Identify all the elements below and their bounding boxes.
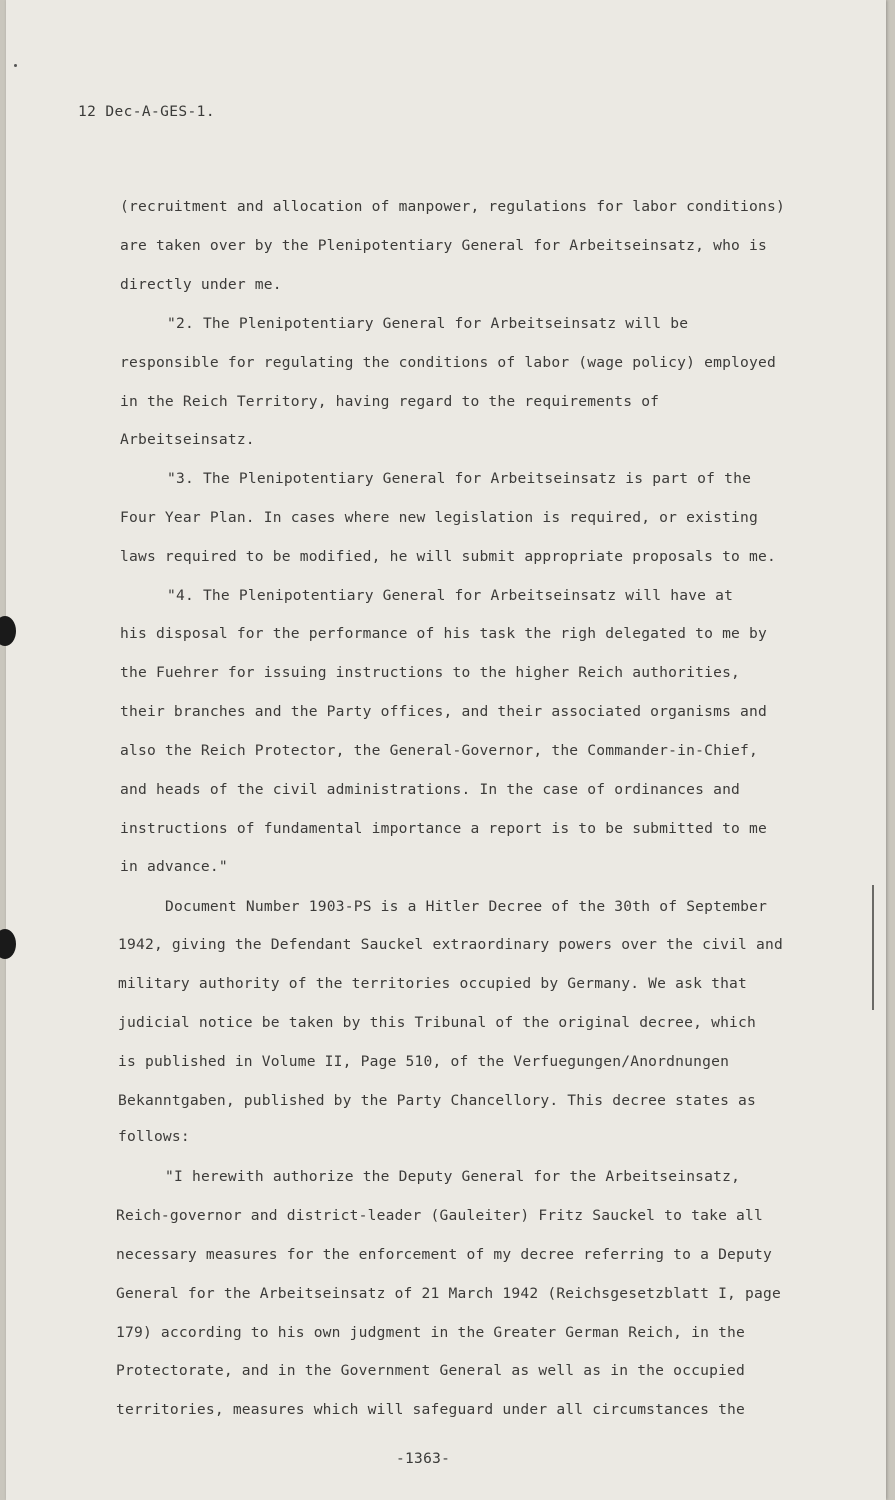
text-line: territories, measures which will safeguard under all circumstances the bbox=[116, 1401, 746, 1418]
text-line: Protectorate, and in the Government General as well as in the occupied bbox=[116, 1362, 746, 1379]
text-line: follows: bbox=[118, 1128, 190, 1145]
punch-hole-bottom bbox=[0, 929, 16, 959]
text-line: Document Number 1903-PS is a Hitler Decree of the 30th of September bbox=[165, 898, 768, 915]
text-line: 1942, giving the Defendant Sauckel extraordinary powers over the civil and bbox=[118, 936, 783, 953]
text-line: responsible for regulating the conditions of labor (wage policy) employed bbox=[120, 354, 776, 371]
text-line: instructions of fundamental importance a report is to be submitted to me bbox=[120, 820, 768, 837]
stray-mark bbox=[14, 64, 17, 67]
text-line: and heads of the civil administrations. In the case of ordinances and bbox=[120, 781, 741, 798]
text-line: Arbeitseinsatz. bbox=[120, 431, 255, 448]
text-line: is published in Volume II, Page 510, of the Verfuegungen/Anordnungen bbox=[118, 1053, 730, 1070]
text-line: General for the Arbeitseinsatz of 21 March 1942 (Reichsgesetzblatt I, page bbox=[116, 1285, 781, 1302]
document-header: 12 Dec-A-GES-1. bbox=[78, 104, 215, 120]
text-line: in advance." bbox=[120, 858, 228, 875]
text-line: "3. The Plenipotentiary General for Arbeitseinsatz is part of the bbox=[167, 470, 752, 487]
text-line: Reich-governor and district-leader (Gauleiter) Fritz Sauckel to take all bbox=[116, 1207, 764, 1224]
text-line: judicial notice be taken by this Tribunal of the original decree, which bbox=[118, 1014, 757, 1031]
text-line: are taken over by the Plenipotentiary General for Arbeitseinsatz, who is bbox=[120, 237, 768, 254]
punch-hole-top bbox=[0, 616, 16, 646]
text-line: "4. The Plenipotentiary General for Arbeitseinsatz will have at bbox=[167, 587, 734, 604]
margin-line-mark bbox=[872, 885, 874, 1010]
text-line: military authority of the territories occupied by Germany. We ask that bbox=[118, 975, 748, 992]
text-line: his disposal for the performance of his task the righ delegated to me by bbox=[120, 625, 768, 642]
text-line: necessary measures for the enforcement of my decree referring to a Deputy bbox=[116, 1246, 772, 1263]
text-line: (recruitment and allocation of manpower, regulations for labor conditions) bbox=[120, 198, 785, 215]
text-line: 179) according to his own judgment in the Greater German Reich, in the bbox=[116, 1324, 746, 1341]
text-line: their branches and the Party offices, and their associated organisms and bbox=[120, 703, 768, 720]
text-line: the Fuehrer for issuing instructions to the higher Reich authorities, bbox=[120, 664, 741, 681]
text-line: in the Reich Territory, having regard to the requirements of bbox=[120, 393, 660, 410]
text-line: laws required to be modified, he will submit appropriate proposals to me. bbox=[120, 548, 776, 565]
text-line: directly under me. bbox=[120, 276, 282, 293]
text-line: Bekanntgaben, published by the Party Chancellory. This decree states as bbox=[118, 1092, 757, 1109]
text-line: "I herewith authorize the Deputy General for the Arbeitseinsatz, bbox=[165, 1168, 741, 1185]
text-line: "2. The Plenipotentiary General for Arbeitseinsatz will be bbox=[167, 315, 689, 332]
page-number: -1363- bbox=[396, 1451, 451, 1467]
text-line: Four Year Plan. In cases where new legislation is required, or existing bbox=[120, 509, 759, 526]
text-line: also the Reich Protector, the General-Governor, the Commander-in-Chief, bbox=[120, 742, 759, 759]
document-page bbox=[6, 0, 886, 1500]
